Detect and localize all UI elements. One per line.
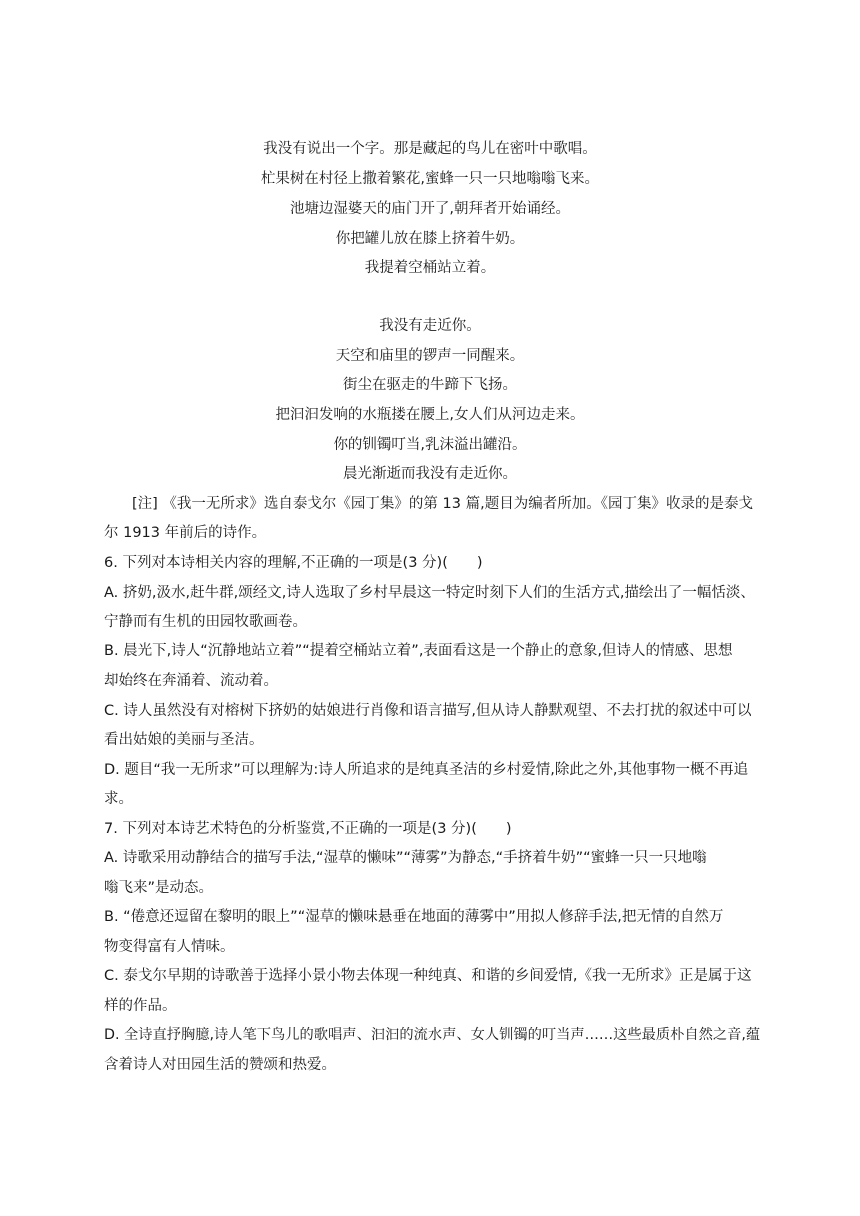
question-7-option-a: 嗡飞来”是动态。: [104, 880, 214, 896]
question-6-option-a: A. 挤奶,汲水,赶牛群,颂经文,诗人选取了乡村早晨这一特定时刻下人们的生活方式,描绘出了一幅恬淡、: [104, 585, 755, 601]
question-6-stem: 6. 下列对本诗相关内容的理解,不正确的一项是(3 分)( ): [104, 555, 483, 571]
note-text: 尔 1913 年前后的诗作。: [104, 525, 267, 541]
question-6-option-c: C. 诗人虽然没有对榕树下挤奶的姑娘进行肖像和语言描写,但从诗人静默观望、不去打扰的叙述中可以: [104, 703, 752, 719]
question-7-option-c: 样的作品。: [104, 998, 177, 1014]
question-7-option-c: C. 泰戈尔早期的诗歌善于选择小景小物去体现一种纯真、和谐的乡间爱情,《我一无所求》正是属于这: [104, 968, 752, 984]
note-text: [注] 《我一无所求》选自泰戈尔《园丁集》的第 13 篇,题目为编者所加。《园丁集》收录的是泰戈: [132, 496, 753, 512]
poem-line: 晨光渐逝而我没有走近你。: [343, 466, 517, 482]
question-6-option-b: 却始终在奔涌着、流动着。: [104, 673, 278, 689]
question-7-stem: 7. 下列对本诗艺术特色的分析鉴赏,不正确的一项是(3 分)( ): [104, 821, 512, 837]
poem-line: 天空和庙里的锣声一同醒来。: [335, 348, 525, 364]
poem-line: 杧果树在村径上撒着繁花,蜜蜂一只一只地嗡嗡飞来。: [260, 171, 600, 187]
question-7-option-b: 物变得富有人情味。: [104, 939, 235, 955]
poem-line: 你的钏镯叮当,乳沫溢出罐沿。: [333, 437, 527, 453]
question-7-option-d: D. 全诗直抒胸臆,诗人笔下鸟儿的歌唱声、汩汩的流水声、女人钏镯的叮当声……这些最质朴自然之音,蕴: [104, 1027, 761, 1043]
question-6-option-b: B. 晨光下,诗人“沉静地站立着”“提着空桶站立着”,表面看这是一个静止的意象,但诗人的情感、思想: [104, 643, 733, 659]
poem-line: 我没有走近你。: [379, 318, 481, 334]
poem-line: 池塘边湿婆天的庙门开了,朝拜者开始诵经。: [289, 201, 571, 217]
question-6-option-d: D. 题目“我一无所求”可以理解为:诗人所追求的是纯真圣洁的乡村爱情,除此之外,其他事物一概不再追: [104, 762, 749, 778]
question-6-option-d: 求。: [104, 791, 133, 807]
poem-line: 我没有说出一个字。那是藏起的鸟儿在密叶中歌唱。: [263, 141, 597, 157]
question-6-option-a: 宁静而有生机的田园牧歌画卷。: [104, 614, 307, 630]
question-7-option-a: A. 诗歌采用动静结合的描写手法,“湿草的懒味”“薄雾”为静态,“手挤着牛奶”“蜜蜂一只一只地嗡: [104, 850, 707, 866]
poem-line: 把汩汩发响的水瓶搂在腰上,女人们从河边走来。: [275, 407, 585, 423]
question-6-option-c: 看出姑娘的美丽与圣洁。: [104, 732, 264, 748]
poem-line: 你把罐儿放在膝上挤着牛奶。: [335, 231, 525, 247]
question-7-option-b: B. “倦意还逗留在黎明的眼上”“湿草的懒味悬垂在地面的薄雾中”用拟人修辞手法,把无情的自然万: [104, 909, 724, 925]
poem-line: 街尘在驱走的牛蹄下飞扬。: [343, 377, 517, 393]
poem-line: 我提着空桶站立着。: [364, 260, 496, 276]
question-7-option-d: 含着诗人对田园生活的赞颂和热爱。: [104, 1057, 336, 1073]
